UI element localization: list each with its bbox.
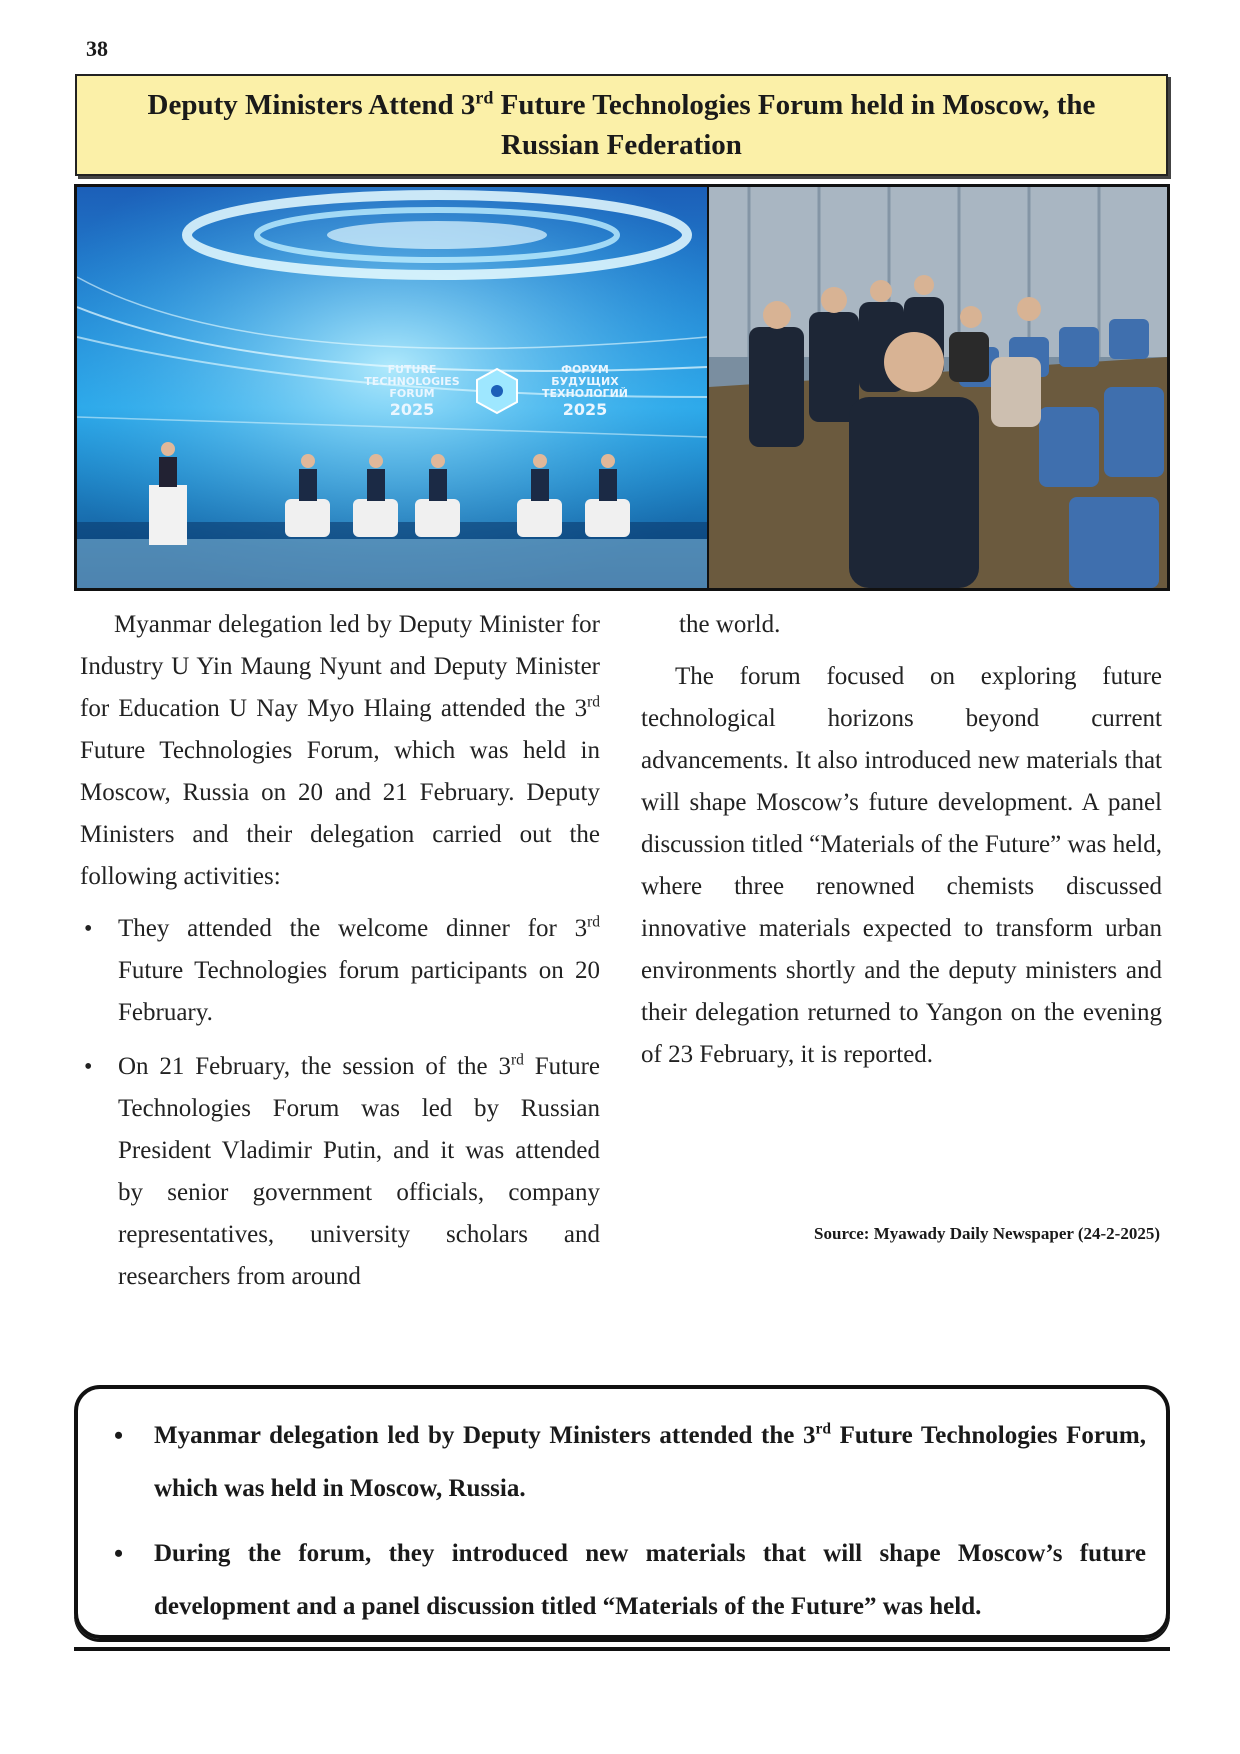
key-points-box [74,1385,1170,1639]
title-text-start: Deputy Ministers Attend 3 [147,89,476,121]
sign-ru-line3: ТЕХНОЛОГИЙ [542,387,628,400]
intro-superscript: rd [587,693,600,711]
sign-ru-year: 2025 [562,400,608,419]
key-point-1-text-end: Future Technologies Forum, which was held in Moscow, Russia. [154,1422,1146,1502]
key-point [98,1409,1146,1515]
intro-text-end: Future Technologies Forum, which was held in Moscow, Russia on 20 and 21 February. Deputy Ministers and their delegation carried out the following activities: [80,737,600,890]
activity-1-superscript: rd [587,913,600,931]
sign-en-line2: TECHNOLOGIES [364,375,460,388]
forum-stage-illustration [77,187,707,588]
sign-ru-line1: ФОРУМ [561,363,609,376]
title-text-end: Future Technologies Forum held in Moscow, the Russian Federation [493,89,1096,161]
title-superscript: rd [475,87,494,108]
activity-1-text-start: They attended the welcome dinner for 3 [118,915,588,942]
activity-2-text-start: On 21 February, the session of the 3 [118,1053,511,1080]
key-points-list [98,1409,1146,1633]
activity-item [80,908,600,1034]
article-title-box [75,74,1168,176]
activities-list [80,908,600,1298]
sign-en-year: 2025 [389,400,435,419]
forum-logo-icon [477,369,517,413]
sign-ru-line2: БУДУЩИХ [551,375,619,388]
intro-paragraph [80,604,600,898]
activity-1-text-end: Future Technologies forum participants on 20 February. [118,957,600,1026]
sign-en-line3: FORUM [389,387,435,400]
continuation-text: the world. [679,611,781,638]
intro-text-start: Myanmar delegation led by Deputy Minister for Industry U Yin Maung Nyunt and Deputy Minister for Education U Nay Myo Hlaing attended the 3 [80,611,600,722]
forum-paragraph: The forum focused on exploring future technological horizons beyond current advancements. It also introduced new materials that will shape Moscow’s future development. A panel discussion titled “Materials of the Future” was held, where three renowned chemists discussed innovative materials expected to transform urban environments shortly and the deputy ministers and their delegation returned to Yangon on the evening of 23 February, it is reported. [641,663,1162,1068]
audience-photo [709,187,1167,588]
key-point: • During the forum, they introduced new materials that will shape Moscow’s future development and a panel discussion titled “Materials of the Future” was held. [98,1527,1146,1633]
page-number: 38 [86,36,108,61]
audience-illustration [709,187,1167,588]
source-credit: Source: Myawady Daily Newspaper (24-2-2025) [814,1224,1160,1243]
article-right-column [641,604,1162,1086]
forum-stage-photo [77,187,707,588]
sign-en-line1: FUTURE [387,363,437,376]
activity-2-text-end: Future Technologies Forum was led by Russian President Vladimir Putin, and it was attended by senior government officials, company representatives, university scholars and researchers from around [118,1053,600,1290]
activity-2-superscript: rd [510,1051,524,1069]
photo-strip [74,184,1170,591]
article-title [97,85,1146,165]
key-point-1-superscript: rd [815,1420,831,1438]
bottom-divider [74,1647,1170,1651]
article-left-column [80,604,600,1310]
activity-item [80,1046,600,1298]
key-point-1-text-start: Myanmar delegation led by Deputy Ministers attended the 3 [154,1422,816,1449]
